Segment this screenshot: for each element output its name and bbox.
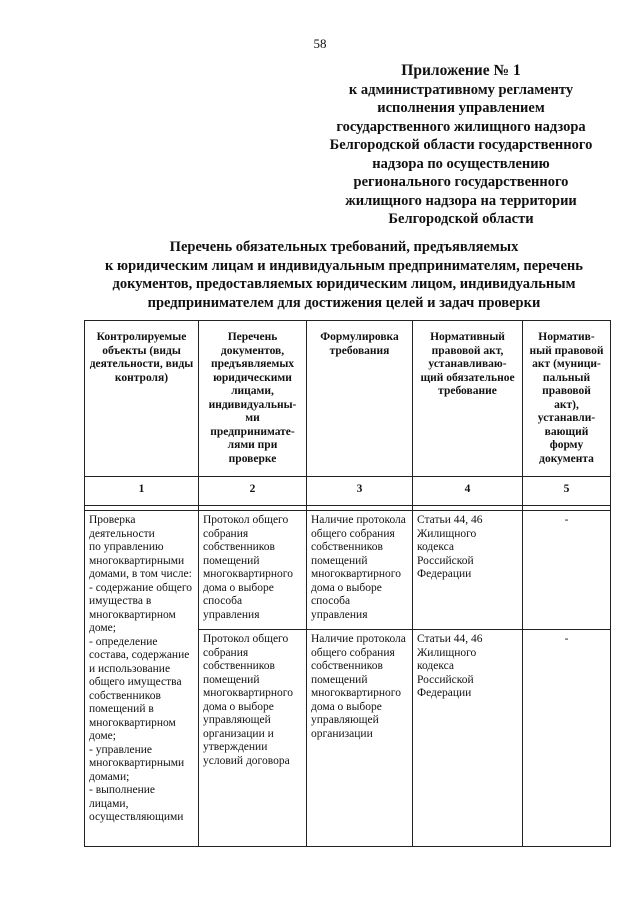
form-act-cell: -	[523, 511, 611, 630]
document-cell: Протокол общего собрания собственников помещений многоквартирного дома о выборе управляющей организации и утверждении условий договора	[199, 630, 307, 847]
page-number: 58	[313, 36, 327, 51]
title-line: предпринимателем для достижения целей и задач проверки	[147, 294, 541, 311]
table-header-row	[85, 321, 611, 477]
appendix-line: Приложение № 1	[401, 62, 521, 79]
table-row	[85, 511, 611, 630]
appendix-line: надзора по осуществлению	[372, 155, 550, 172]
title-line: к юридическим лицам и индивидуальным предпринимателям, перечень	[105, 257, 583, 274]
column-number-row	[85, 477, 611, 506]
appendix-line: исполнения управлением	[377, 100, 545, 116]
requirement-cell: Наличие протокола общего собрания собственников помещений многоквартирного дома о выборе управляющей организации	[307, 630, 413, 847]
appendix-line: к административному регламенту	[348, 81, 574, 98]
requirements-table	[84, 320, 611, 847]
header-controlled-objects: Контролируемые объекты (виды деятельности, виды контроля)	[85, 321, 199, 477]
column-number: 2	[199, 477, 307, 506]
title-line: документов, предоставляемых юридическим лицом, индивидуальным	[112, 276, 576, 292]
appendix-line: Белгородской области	[388, 211, 534, 227]
document-title	[80, 238, 608, 312]
header-normative-act: Нормативный правовой акт, устанавливаю- щий обязательное требование	[413, 321, 523, 477]
title-line: Перечень обязательных требований, предъявляемых	[169, 239, 519, 255]
column-number: 1	[85, 477, 199, 506]
header-form-act: Норматив- ный правовой акт (муници- пальный правовой акт), устанавли- вающий форму документа	[523, 321, 611, 477]
column-number: 4	[413, 477, 523, 506]
normative-act-cell: Статьи 44, 46 Жилищного кодекса Российской Федерации	[413, 511, 523, 630]
form-act-cell: -	[523, 630, 611, 847]
controlled-objects-cell: Проверка деятельности по управлению многоквартирными домами, в том числе: - содержание общего имущества в многоквартирном доме; - определение состава, содержание и использование общего имущества собственников помещений в многоквартирном доме; - управление многоквартирными домами; - выполнение лицами, осуществляющими	[85, 511, 199, 847]
appendix-line: регионального государственного	[353, 174, 569, 190]
requirement-cell: Наличие протокола общего собрания собственников помещений многоквартирного дома о выборе способа управления	[307, 511, 413, 630]
appendix-heading	[300, 62, 622, 229]
appendix-line: государственного жилищного надзора	[336, 118, 586, 135]
appendix-line: Белгородской области государственного	[329, 137, 593, 153]
column-number: 5	[523, 477, 611, 506]
header-documents: Перечень документов, предъявляемых юридическими лицами, индивидуальны- ми предпринимате- лями при проверке	[199, 321, 307, 477]
column-number: 3	[307, 477, 413, 506]
header-requirement-wording: Формулировка требования	[307, 321, 413, 477]
document-cell: Протокол общего собрания собственников помещений многоквартирного дома о выборе способа управления	[199, 511, 307, 630]
appendix-line: жилищного надзора на территории	[345, 192, 577, 209]
normative-act-cell: Статьи 44, 46 Жилищного кодекса Российской Федерации	[413, 630, 523, 847]
